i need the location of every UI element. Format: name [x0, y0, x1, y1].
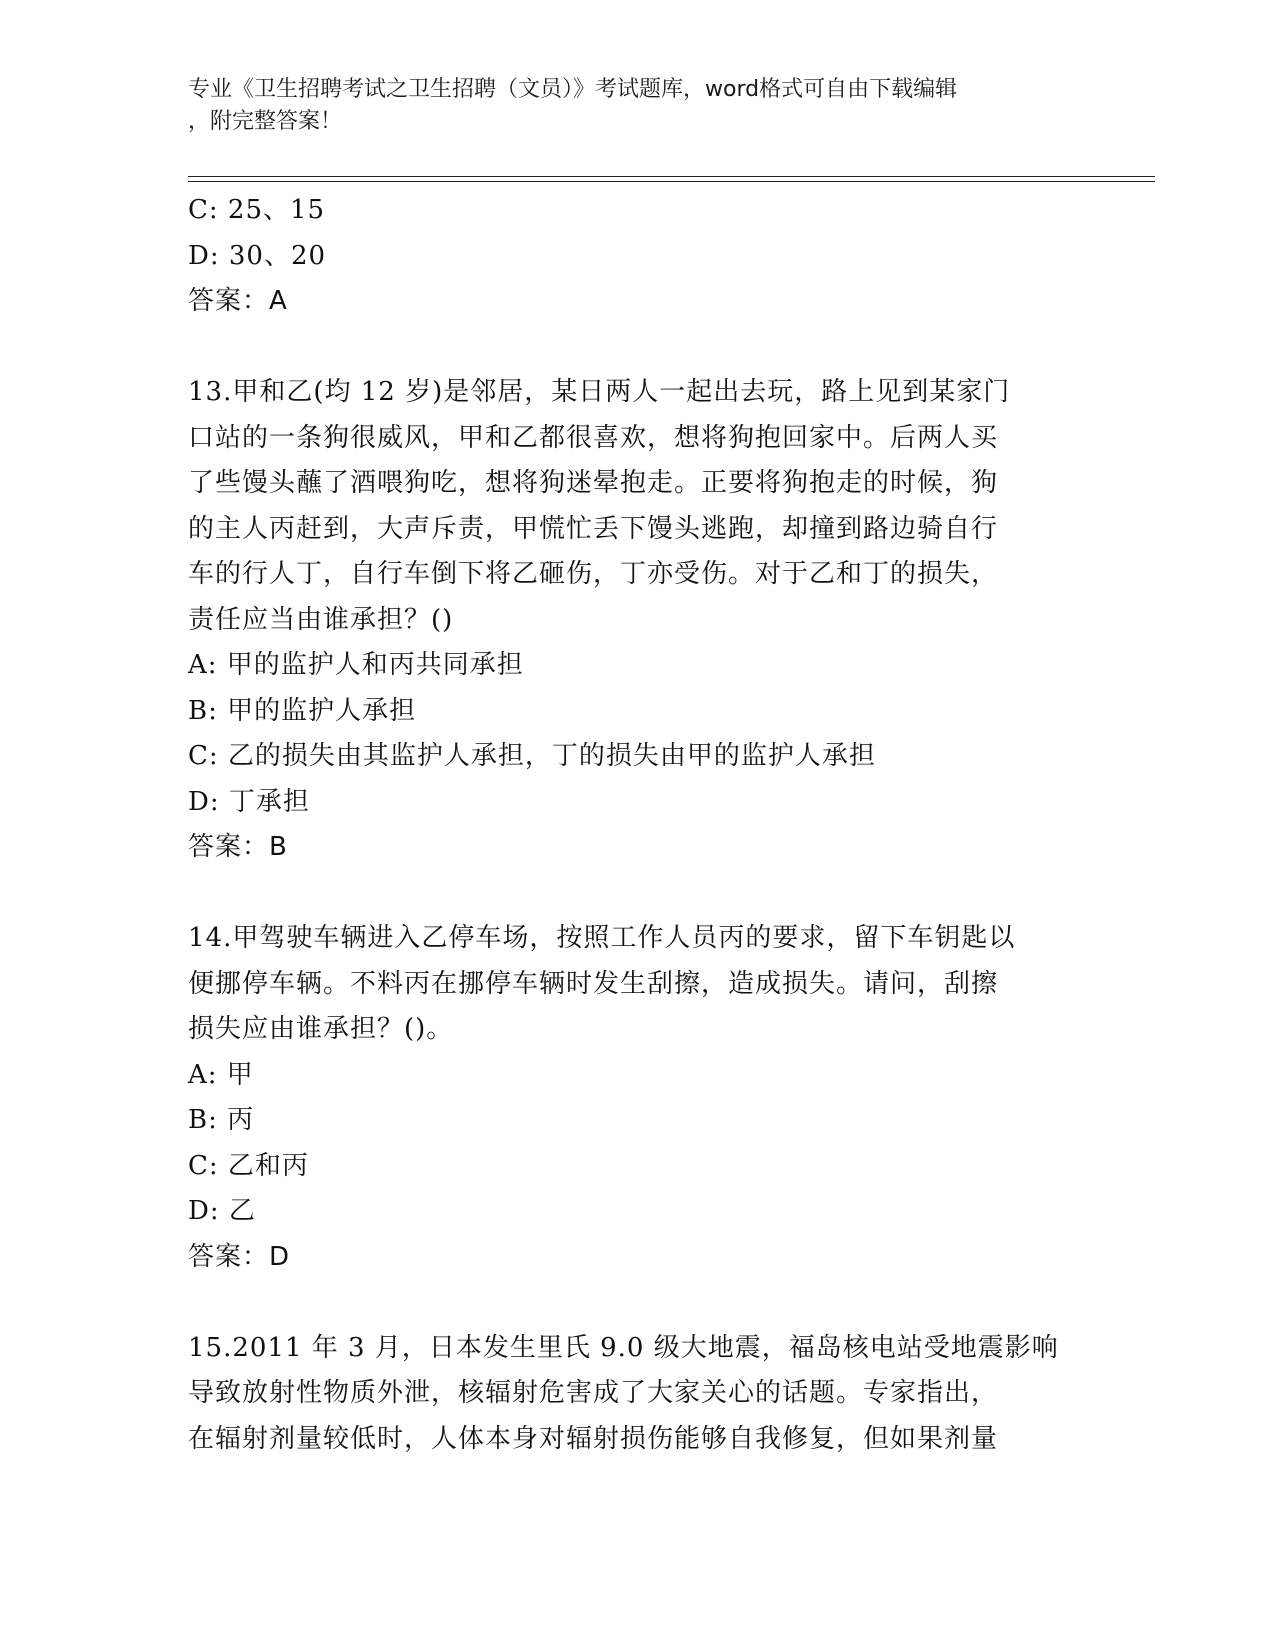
option-a: A: 甲的监护人和丙共同承担 — [188, 650, 524, 680]
header-divider-top — [188, 176, 1155, 177]
question-text-line: 导致放射性物质外泄，核辐射危害成了大家关心的话题。专家指出， — [188, 1378, 999, 1408]
option-d: D: 30、20 — [188, 240, 327, 271]
option-c: C: 乙的损失由其监护人承担，丁的损失由甲的监护人承担 — [188, 741, 876, 771]
question-text-line: 车的行人丁，自行车倒下将乙砸伤，丁亦受伤。对于乙和丁的损失， — [188, 559, 999, 589]
header-divider-bottom — [188, 181, 1155, 182]
option-d: D: 乙 — [188, 1196, 256, 1226]
option-d: D: 丁承担 — [188, 786, 310, 817]
option-c: C: 乙和丙 — [188, 1150, 309, 1181]
page-header — [188, 74, 1088, 138]
question-text-line: 的主人丙赶到，大声斥责，甲慌忙丢下馒头逃跑，却撞到路边骑自行 — [188, 513, 999, 544]
previous-question-tail — [188, 188, 1088, 325]
answer-line: 答案：D — [188, 1241, 291, 1272]
spacer — [188, 325, 1088, 371]
question-text-line: 14.甲驾驶车辆进入乙停车场，按照工作人员丙的要求，留下车钥匙以 — [188, 923, 1016, 953]
question-13 — [188, 370, 1088, 871]
option-c: C: 25、15 — [188, 195, 326, 225]
question-text-line: 责任应当由谁承担？() — [188, 604, 454, 635]
spacer — [188, 1280, 1088, 1326]
question-text-line: 便挪停车辆。不料丙在挪停车辆时发生刮擦，造成损失。请问，刮擦 — [188, 968, 999, 999]
question-text-line: 15.2011 年 3 月，日本发生里氏 9.0 级大地震，福岛核电站受地震影响 — [188, 1332, 1059, 1363]
question-14 — [188, 916, 1088, 1280]
question-text-line: 口站的一条狗很威风，甲和乙都很喜欢，想将狗抱回家中。后两人买 — [188, 422, 999, 453]
option-b: B: 丙 — [188, 1105, 255, 1135]
answer-line: 答案：B — [188, 832, 288, 862]
question-15 — [188, 1326, 1088, 1463]
spacer — [188, 871, 1088, 917]
question-text-line: 了些馒头蘸了酒喂狗吃，想将狗迷晕抱走。正要将狗抱走的时候，狗 — [188, 468, 999, 498]
header-title-line-2: ，附完整答案！ — [188, 109, 343, 134]
header-title-line-1: 专业《卫生招聘考试之卫生招聘（文员）》考试题库，word格式可自由下载编辑 — [188, 77, 958, 102]
question-text-line: 13.甲和乙(均 12 岁)是邻居，某日两人一起出去玩，路上见到某家门 — [188, 377, 1011, 407]
answer-line: 答案：A — [188, 286, 288, 316]
document-body — [188, 188, 1088, 1462]
question-text-line: 在辐射剂量较低时，人体本身对辐射损伤能够自我修复，但如果剂量 — [188, 1423, 999, 1454]
option-a: A: 甲 — [188, 1059, 254, 1090]
option-b: B: 甲的监护人承担 — [188, 695, 417, 726]
question-text-line: 损失应由谁承担？()。 — [188, 1014, 454, 1044]
